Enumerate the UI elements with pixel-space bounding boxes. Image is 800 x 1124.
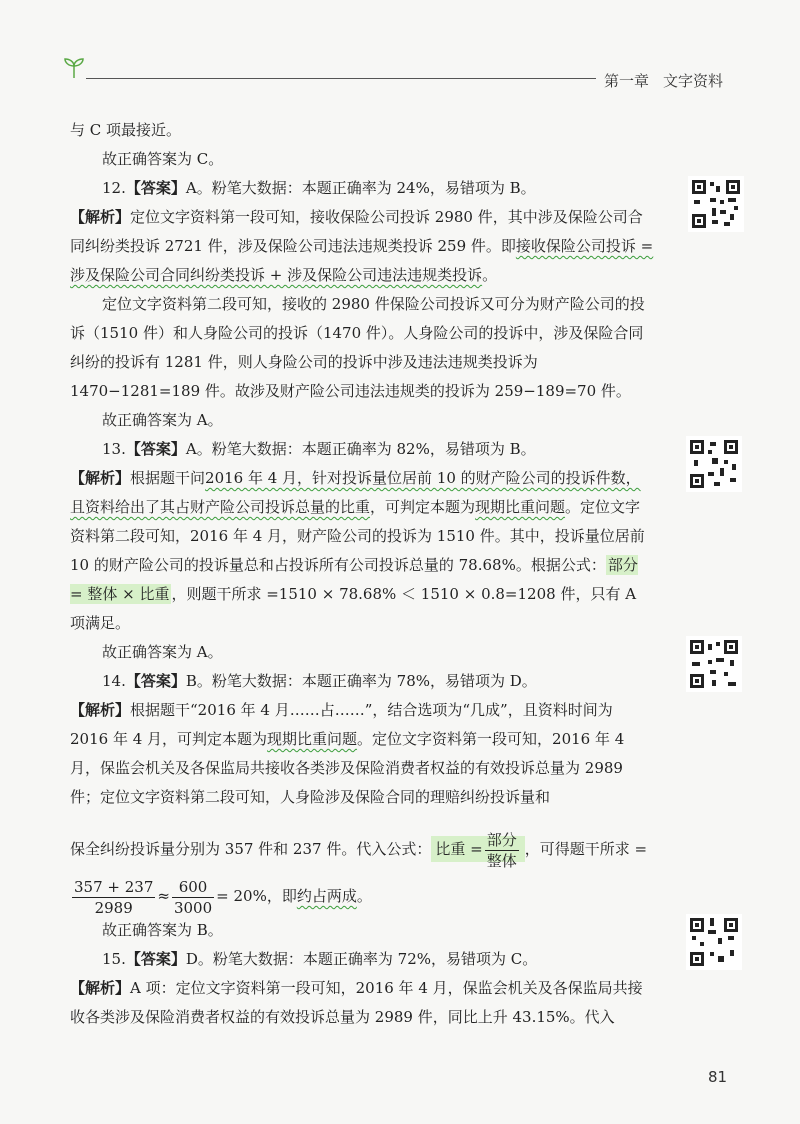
answer-tag: 【答案】	[125, 179, 186, 197]
analysis-text: 定位文字资料第一段可知，接收保险公司投诉 2980 件，其中涉及保险公司合同纠纷类投诉 2721 件，涉及保险公司违法违规类投诉 259 件。即	[70, 208, 643, 255]
punctuation: 。	[482, 266, 498, 284]
fraction	[172, 877, 214, 918]
q15-analysis	[70, 974, 654, 1032]
qr-code-icon[interactable]	[686, 914, 742, 970]
leaf-icon	[62, 56, 86, 80]
formula-line	[70, 822, 654, 876]
fraction	[485, 830, 519, 871]
page-header	[0, 52, 800, 92]
answer-tag: 【答案】	[125, 672, 186, 690]
analysis-text: 根据题干问	[130, 469, 206, 487]
denominator: 3000	[173, 898, 213, 917]
analysis-tag: 【解析】	[70, 469, 131, 487]
q12-analysis-2: 定位文字资料第二段可知，接收的 2980 件保险公司投诉又可分为财产险公司的投诉（1510 件）和人身险公司的投诉（1470 件）。人身险公司的投诉中，涉及保险合同纠纷的投诉有 1281 件，则人身险公司的投诉中涉及违法违规类投诉为 1470−1281=189 件。故涉及财产险公司违法违规类的投诉为 259−189=70 件。	[70, 295, 645, 400]
main-text	[70, 116, 654, 1032]
formula-text: 保全纠纷投诉量分别为 357 件和 237 件。代入公式：	[70, 840, 432, 858]
question-number: 12.	[102, 179, 126, 197]
page-number: 81	[708, 1068, 728, 1086]
analysis-tag: 【解析】	[70, 701, 131, 719]
formula-line	[70, 876, 654, 916]
formula-highlight: 部分 = 整体 × 比重	[70, 556, 638, 603]
answer-tag: 【答案】	[125, 950, 186, 968]
question-number: 15.	[102, 950, 126, 968]
q14-analysis	[70, 696, 654, 812]
answer-tag: 【答案】	[125, 440, 186, 458]
answer-line: 故正确答案为 B。	[102, 921, 223, 939]
q12-answer	[70, 174, 654, 203]
numerator: 600	[172, 877, 214, 898]
formula-highlight	[431, 830, 524, 870]
analysis-text: ，则题干所求 =1510 × 78.68% ＜ 1510 × 0.8=1208 件，只有 A 项满足。	[70, 585, 637, 632]
formula-text: ，可得题干所求 =	[524, 840, 648, 858]
analysis-text: 。定位文字资料第二段可知，2016 年 4 月，财产险公司的投诉为 1510 件。其中，投诉量位居前 10 的财产险公司的投诉量总和占投诉所有公司投诉总量的 78.68%。根据公式：	[70, 498, 645, 574]
key-phrase: 约占两成	[296, 887, 357, 905]
key-phrase: 2016 年 4 月，针对投诉量位居前 10 的财产险公司的投诉件数，且资料给出了其占财产险公司投诉总量的比重	[70, 469, 641, 516]
fraction	[72, 877, 155, 918]
qr-code-icon[interactable]	[688, 176, 744, 232]
analysis-text: 根据题干“2016 年 4 月……占……”，结合选项为“几成”，且资料时间为 2016 年 4 月，可判定本题为	[70, 701, 613, 748]
analysis-text: 。定位文字资料第一段可知，2016 年 4 月，保监会机关及各保监局共接收各类涉及保险消费者权益的有效投诉总量为 2989 件；定位文字资料第二段可知，人身险涉及保险合同的理赔纠纷投诉量和	[70, 730, 625, 806]
qr-code-icon[interactable]	[686, 636, 742, 692]
header-rule	[86, 78, 596, 79]
answer-text: A。粉笔大数据：本题正确率为 24%，易错项为 B。	[185, 179, 536, 197]
qr-code-icon[interactable]	[686, 436, 742, 492]
answer-line: 故正确答案为 C。	[102, 150, 224, 168]
key-phrase: 现期比重问题	[267, 730, 358, 748]
formula-text: 比重 =	[435, 840, 483, 858]
chapter-number: 第一章	[604, 72, 650, 90]
text-line: 与 C 项最接近。	[70, 121, 182, 139]
chapter-name: 文字资料	[663, 72, 724, 90]
punctuation: 。	[356, 887, 372, 905]
q13-analysis	[70, 464, 654, 638]
formula-text: = 20%，即	[216, 887, 297, 905]
approx-symbol: ≈	[157, 887, 170, 905]
answer-text: B。粉笔大数据：本题正确率为 78%，易错项为 D。	[185, 672, 537, 690]
analysis-tag: 【解析】	[70, 979, 131, 997]
answer-line: 故正确答案为 A。	[102, 411, 223, 429]
q14-answer	[70, 667, 654, 696]
numerator: 357 + 237	[74, 877, 154, 896]
chapter-title	[604, 70, 737, 91]
numerator: 部分	[486, 830, 517, 849]
denominator: 整体	[486, 851, 517, 870]
denominator: 2989	[94, 898, 133, 917]
key-phrase: 接收保险公司投诉 = 涉及保险公司合同纠纷类投诉 + 涉及保险公司违法违规类投诉	[70, 237, 654, 284]
question-number: 13.	[102, 440, 126, 458]
analysis-tag: 【解析】	[70, 208, 131, 226]
q13-answer	[70, 435, 654, 464]
analysis-text: ，可判定本题为	[370, 498, 476, 516]
answer-text: D。粉笔大数据：本题正确率为 72%，易错项为 C。	[185, 950, 538, 968]
question-number: 14.	[102, 672, 126, 690]
answer-text: A。粉笔大数据：本题正确率为 82%，易错项为 B。	[185, 440, 536, 458]
answer-line: 故正确答案为 A。	[102, 643, 223, 661]
key-phrase: 现期比重问题	[475, 498, 566, 516]
q15-answer	[70, 945, 654, 974]
analysis-text: A 项：定位文字资料第一段可知，2016 年 4 月，保监会机关及各保监局共接收各类涉及保险消费者权益的有效投诉总量为 2989 件，同比上升 43.15%。代入	[70, 979, 643, 1026]
q12-analysis	[70, 203, 654, 290]
